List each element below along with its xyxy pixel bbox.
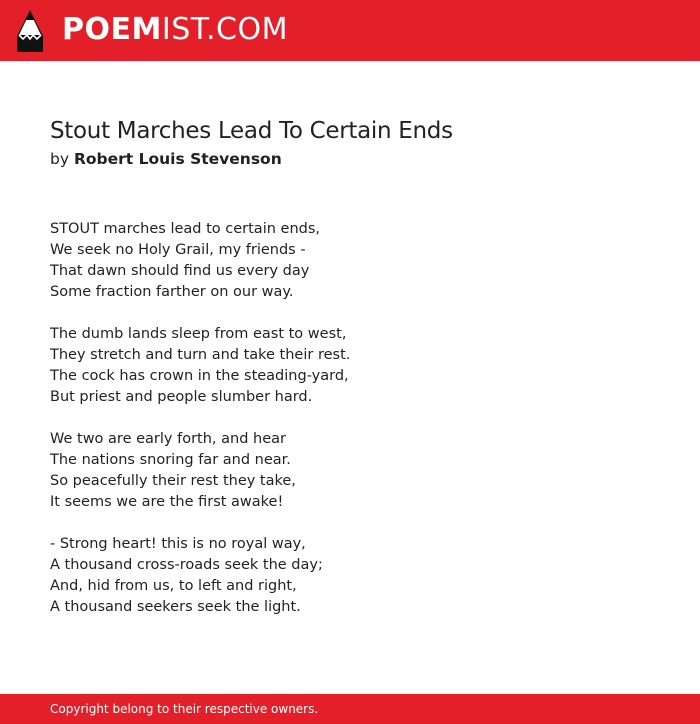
stanza [50,429,650,513]
poem-line: Some fraction farther on our way. [50,284,294,300]
poem-line: STOUT marches lead to certain ends, [50,221,320,237]
poem-line: But priest and people slumber hard. [50,389,313,405]
poem-byline [50,148,282,170]
poem-line: The nations snoring far and near. [50,452,291,468]
pencil-icon[interactable] [17,10,43,52]
poem-line: - Strong heart! this is no royal way, [50,536,306,552]
poem-line: They stretch and turn and take their rest. [50,347,351,363]
poem-body [50,219,650,639]
site-logo-text[interactable] [62,10,288,50]
poem-line: That dawn should find us every day [50,263,310,279]
poem-line: So peacefully their rest they take, [50,473,296,489]
poem-line: And, hid from us, to left and right, [50,578,297,594]
site-footer [0,694,700,724]
stanza [50,219,650,303]
poem-line: A thousand seekers seek the light. [50,599,301,615]
poem-line: The dumb lands sleep from east to west, [50,326,347,342]
poem-line: A thousand cross-roads seek the day; [50,557,323,573]
by-label: by [50,150,70,168]
stanza [50,324,650,408]
stanza [50,534,650,618]
poem-line: We seek no Holy Grail, my friends - [50,242,306,258]
brand-light: IST.COM [161,12,288,47]
poem-line: It seems we are the first awake! [50,494,284,510]
brand-bold: POEM [62,12,162,47]
copyright-text: Copyright belong to their respective owners. [50,702,319,716]
author-name[interactable]: Robert Louis Stevenson [73,150,282,168]
poem-line: We two are early forth, and hear [50,431,286,447]
site-header [0,0,700,61]
poem-title: Stout Marches Lead To Certain Ends [50,118,453,144]
poem-line: The cock has crown in the steading-yard, [50,368,349,384]
